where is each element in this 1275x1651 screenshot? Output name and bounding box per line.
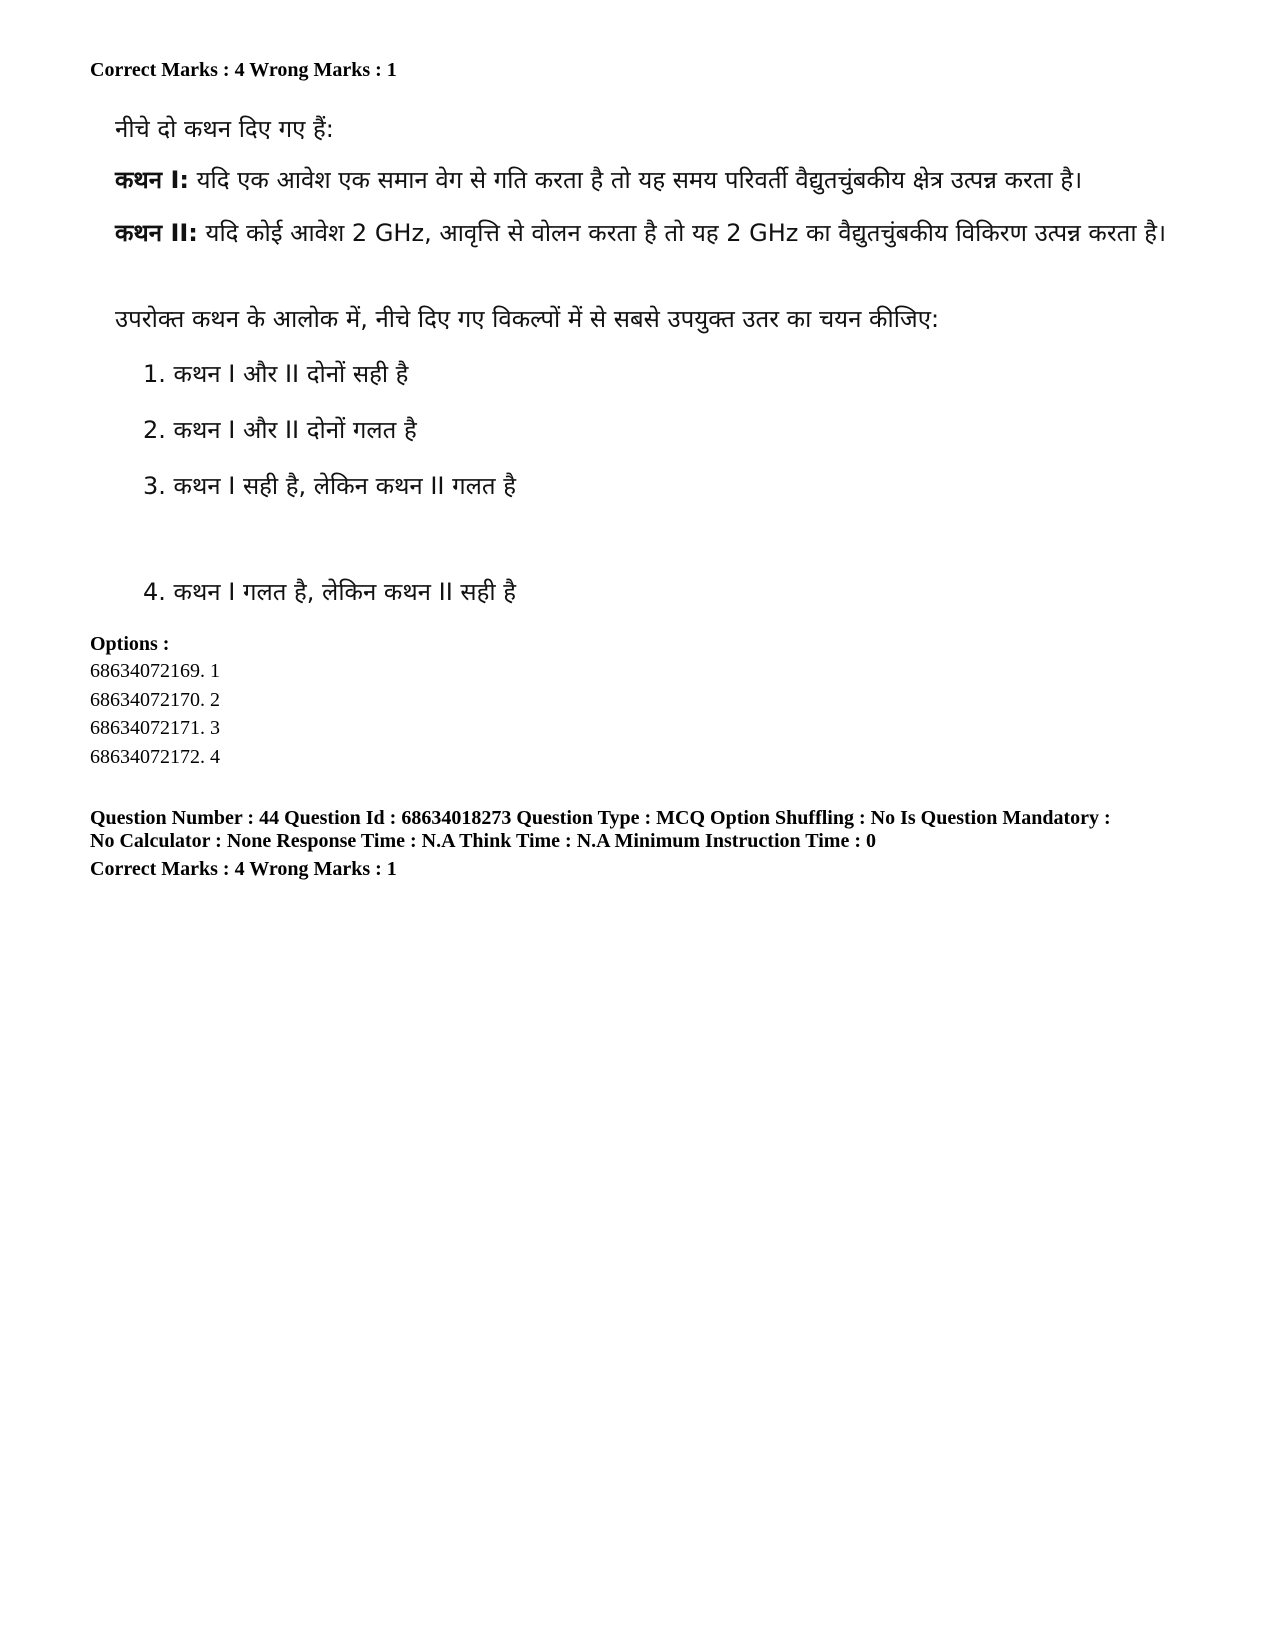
option-3: 68634072171. 3: [90, 717, 220, 739]
question-prompt: उपरोक्त कथन के आलोक में, नीचे दिए गए विकल्पों में से सबसे उपयुक्त उतर का चयन कीजिए:: [115, 305, 940, 333]
choice-2: 2. कथन I और II दोनों गलत है: [143, 416, 417, 444]
statement-1: [115, 164, 1175, 196]
next-correct-marks: Correct Marks : 4 Wrong Marks : 1: [90, 858, 397, 880]
options-list: [90, 657, 220, 771]
option-1: 68634072169. 1: [90, 660, 220, 682]
statement-1-label: कथन I:: [115, 166, 189, 194]
question-intro: नीचे दो कथन दिए गए हैं:: [115, 115, 334, 143]
option-2: 68634072170. 2: [90, 688, 220, 711]
correct-marks-header: Correct Marks : 4 Wrong Marks : 1: [90, 59, 397, 81]
choice-3: 3. कथन I सही है, लेकिन कथन II गलत है: [143, 472, 516, 500]
question-header-line-1: Question Number : 44 Question Id : 68634018273 Question Type : MCQ Option Shuffling : No Is Question Mandatory :: [90, 807, 1111, 829]
statement-1-text: यदि एक आवेश एक समान वेग से गति करता है तो यह समय परिवर्ती वैद्युतचुंबकीय क्षेत्र उत्पन्न करता है।: [196, 166, 1083, 194]
option-4: 68634072172. 4: [90, 745, 220, 768]
choice-1: 1. कथन I और II दोनों सही है: [143, 360, 409, 388]
statement-2-label: कथन II:: [115, 219, 198, 247]
statement-2-text: यदि कोई आवेश 2 GHz, आवृत्ति से वोलन करता है तो यह 2 GHz का वैद्युतचुंबकीय विकिरण उत्पन्न करता है।: [205, 219, 1167, 247]
options-label: Options :: [90, 633, 170, 655]
choice-4: 4. कथन I गलत है, लेकिन कथन II सही है: [143, 578, 516, 606]
statement-2: [115, 217, 1175, 249]
question-header-line-2: No Calculator : None Response Time : N.A Think Time : N.A Minimum Instruction Time : 0: [90, 830, 876, 852]
